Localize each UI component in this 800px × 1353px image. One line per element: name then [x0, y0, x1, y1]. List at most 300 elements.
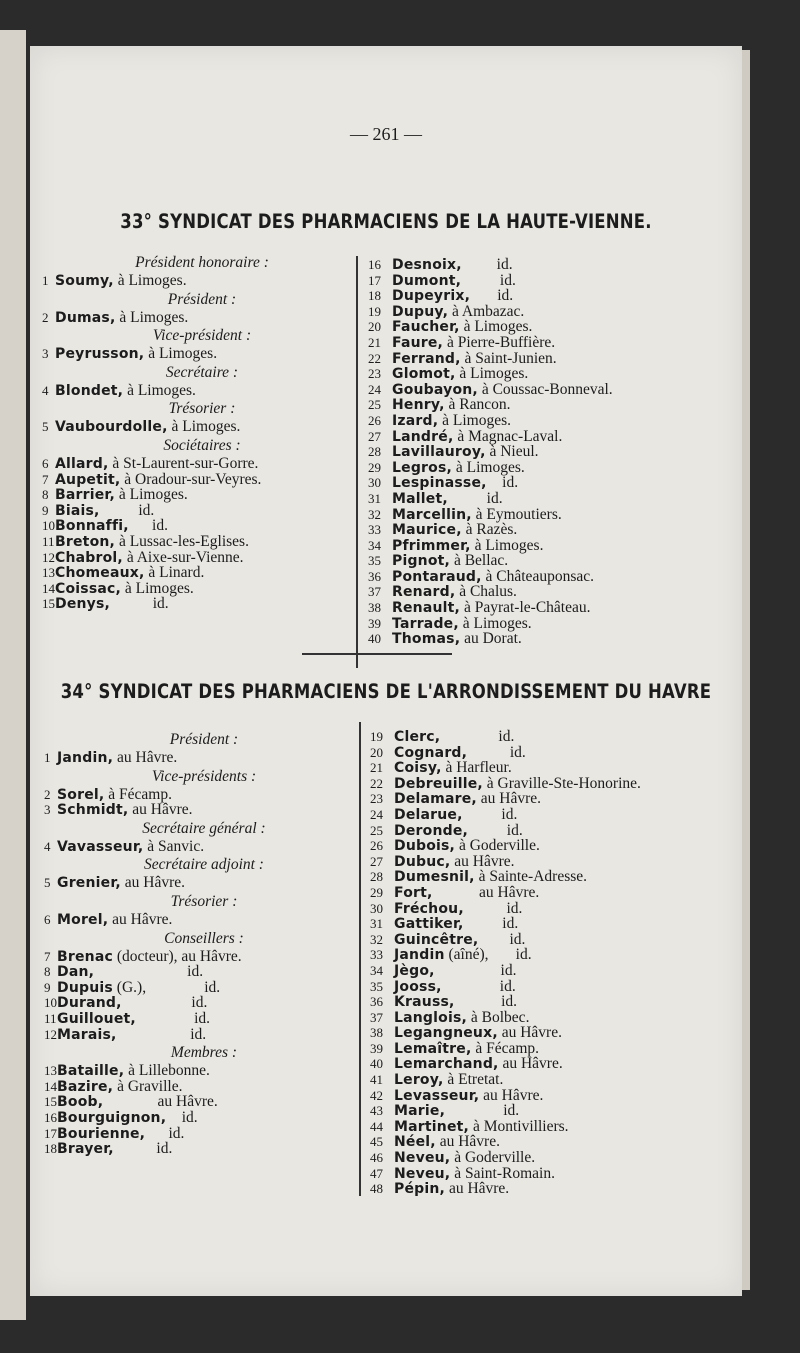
member-name: Dubuc,	[394, 853, 451, 870]
member-entry	[42, 550, 342, 566]
member-entry	[44, 964, 344, 980]
member-entry	[368, 584, 728, 600]
entry-number: 36	[370, 994, 383, 1010]
member-entry	[368, 631, 728, 647]
entry-number: 20	[370, 744, 383, 760]
entry-number: 34	[368, 537, 381, 553]
member-location: id.	[441, 977, 516, 995]
member-entry	[368, 335, 728, 351]
member-entry	[370, 1181, 740, 1197]
member-name: Morel,	[57, 911, 109, 928]
member-location: (docteur), au Hâvre.	[112, 947, 242, 965]
member-name: Blondet,	[55, 382, 124, 399]
member-name: Legangneux,	[394, 1025, 498, 1042]
entry-number: 15	[42, 596, 55, 612]
member-name: Guincêtre,	[394, 931, 479, 948]
entry-number: 5	[44, 875, 51, 891]
member-location: à St-Laurent-sur-Gorre.	[108, 454, 259, 472]
entry-number: 15	[44, 1094, 57, 1110]
entry-number: 26	[370, 838, 383, 854]
member-name: Martinet,	[394, 1118, 470, 1135]
member-name: Krauss,	[394, 994, 455, 1011]
member-location: à Bellac.	[450, 552, 509, 570]
entry-number: 1	[44, 750, 51, 765]
member-entry	[42, 273, 342, 289]
page-edge	[742, 50, 750, 1290]
entry-number: 39	[370, 1040, 383, 1056]
section-33-right-column	[368, 257, 728, 647]
entry-number: 19	[368, 303, 381, 319]
member-entry	[42, 534, 342, 550]
member-location: à Goderville.	[455, 837, 540, 855]
member-entry	[368, 319, 728, 335]
role-heading: Vice-président :	[152, 327, 252, 345]
member-entry	[370, 994, 740, 1010]
entry-number: 6	[44, 911, 51, 927]
entry-number: 24	[368, 381, 381, 397]
member-name: Levasseur,	[394, 1087, 480, 1104]
member-entry	[368, 553, 728, 569]
member-name: Coissac,	[55, 580, 122, 597]
member-entry	[368, 507, 728, 523]
member-name: Faure,	[392, 334, 444, 351]
member-location: à Chalus.	[455, 583, 517, 601]
member-location: à Graville.	[113, 1077, 183, 1095]
member-entry	[370, 838, 740, 854]
member-name: Tarrade,	[392, 615, 459, 632]
member-entry	[44, 1063, 344, 1079]
member-entry	[370, 1072, 740, 1088]
member-location: à Nieul.	[485, 443, 539, 461]
member-name: Lespinasse,	[392, 475, 487, 492]
member-location: à Sainte-Adresse.	[474, 868, 588, 886]
member-name: Jooss,	[394, 978, 442, 995]
member-location: au Hâvre.	[435, 1133, 500, 1151]
member-location: à Magnac-Laval.	[453, 427, 563, 445]
member-entry	[370, 729, 740, 745]
entry-number: 45	[370, 1134, 383, 1150]
member-entry	[370, 979, 740, 995]
member-location: à Limoges.	[113, 272, 187, 289]
member-location: id.	[478, 930, 526, 948]
entry-number: 25	[368, 397, 381, 413]
role-heading: Secrétaire adjoint :	[144, 856, 264, 874]
entry-number: 22	[370, 775, 383, 791]
entry-number: 13	[42, 565, 55, 581]
member-name: Néel,	[394, 1134, 436, 1151]
member-location: id.	[110, 595, 169, 613]
member-entry	[368, 413, 728, 429]
entry-number: 33	[370, 947, 383, 963]
member-location: id.	[486, 474, 519, 492]
member-location: au Hâvre.	[497, 1024, 562, 1042]
member-name: Gattiker,	[394, 916, 464, 933]
member-name: Pontaraud,	[392, 568, 482, 585]
entry-number: 22	[368, 350, 381, 366]
section-34-title: 34° SYNDICAT DES PHARMACIENS DE L'ARRONDISSEMENT DU HAVRE	[60, 680, 712, 703]
member-location: à Harfleur.	[441, 759, 512, 777]
member-location: à Rancon.	[444, 396, 511, 414]
section-separator	[302, 653, 452, 655]
member-name: Neveu,	[394, 1165, 451, 1182]
member-location: au Hâvre.	[479, 1086, 544, 1104]
member-name: Marcellin,	[392, 506, 472, 523]
entry-number: 8	[42, 487, 49, 503]
member-name: Chabrol,	[55, 549, 123, 566]
member-name: Pépin,	[394, 1181, 446, 1198]
member-entry	[368, 522, 728, 538]
member-location: à Limoges.	[455, 365, 529, 383]
member-entry	[370, 885, 740, 901]
member-location: à Lussac-les-Eglises.	[115, 532, 249, 550]
member-entry	[44, 787, 344, 803]
entry-number: 35	[368, 553, 381, 569]
entry-number: 11	[42, 533, 55, 549]
member-entry	[370, 947, 740, 963]
member-name: Sorel,	[57, 786, 105, 803]
entry-number: 28	[370, 869, 383, 885]
entry-number: 21	[370, 760, 383, 776]
member-name: Brayer,	[57, 1141, 114, 1158]
member-entry	[368, 600, 728, 616]
member-entry	[370, 760, 740, 776]
member-name: Renard,	[392, 584, 456, 601]
entry-number: 33	[368, 522, 381, 538]
section-34-right-column	[370, 729, 740, 1197]
column-divider	[359, 722, 361, 1196]
role-heading: Président :	[169, 731, 239, 748]
member-name: Neveu,	[394, 1150, 451, 1167]
member-name: Izard,	[392, 412, 439, 429]
member-entry	[44, 949, 344, 965]
member-location: id.	[445, 1102, 520, 1120]
member-location: à Eymoutiers.	[471, 505, 562, 523]
member-name: Chomeaux,	[55, 565, 145, 582]
entry-number: 16	[44, 1109, 57, 1125]
member-name: Leroy,	[394, 1072, 444, 1089]
member-name: Ferrand,	[392, 350, 461, 367]
member-name: Thomas,	[392, 631, 461, 648]
entry-number: 17	[368, 272, 381, 288]
entry-number: 12	[42, 549, 55, 565]
member-name: Deronde,	[394, 822, 469, 839]
entry-number: 12	[44, 1026, 57, 1042]
member-entry	[42, 456, 342, 472]
member-name: Pfrimmer,	[392, 537, 471, 554]
member-entry	[370, 869, 740, 885]
member-name: Bourguignon,	[57, 1109, 167, 1126]
entry-number: 42	[370, 1087, 383, 1103]
member-entry	[368, 491, 728, 507]
entry-number: 7	[44, 948, 51, 964]
section-34-left-column	[44, 729, 344, 1157]
member-entry	[368, 288, 728, 304]
entry-number: 2	[44, 786, 51, 802]
entry-number: 8	[44, 964, 51, 980]
entry-number: 20	[368, 319, 381, 335]
member-entry	[42, 383, 342, 399]
member-entry	[44, 875, 344, 891]
member-location: à Oradour-sur-Veyres.	[120, 470, 262, 488]
role-heading: Secrétaire :	[165, 363, 239, 381]
member-entry	[370, 1010, 740, 1026]
member-name: Fort,	[394, 884, 433, 901]
member-name: Glomot,	[392, 366, 456, 383]
member-location: au Hâvre.	[103, 1093, 218, 1111]
entry-number: 43	[370, 1103, 383, 1119]
member-entry	[42, 503, 342, 519]
member-entry	[368, 351, 728, 367]
member-location: (G.), id.	[112, 978, 221, 996]
member-entry	[368, 460, 728, 476]
member-entry	[368, 397, 728, 413]
entry-number: 39	[368, 615, 381, 631]
member-location: à Linard.	[144, 564, 205, 582]
member-entry	[370, 854, 740, 870]
entry-number: 18	[44, 1141, 57, 1157]
member-location: id.	[470, 287, 514, 305]
member-location: au Dorat.	[460, 630, 522, 648]
member-location: à Châteauponsac.	[481, 567, 594, 585]
member-location: id.	[145, 1124, 185, 1142]
member-name: Cognard,	[394, 744, 468, 761]
role-heading: Trésorier :	[170, 892, 238, 910]
member-entry	[44, 1141, 344, 1157]
entry-number: 44	[370, 1118, 383, 1134]
entry-number: 27	[368, 428, 381, 444]
member-location: au Hâvre.	[113, 749, 178, 766]
entry-number: 2	[42, 309, 49, 325]
entry-number: 24	[370, 806, 383, 822]
member-entry	[44, 1011, 344, 1027]
member-name: Jandin,	[57, 750, 114, 766]
member-entry	[368, 273, 728, 289]
member-location: id.	[121, 994, 208, 1012]
member-location: à Fécamp.	[104, 785, 172, 803]
member-name: Dumont,	[392, 272, 462, 289]
member-entry	[42, 419, 342, 435]
entry-number: 31	[368, 490, 381, 506]
entry-number: 9	[42, 502, 49, 518]
member-location: à Limoges.	[167, 418, 241, 436]
member-name: Debreuille,	[394, 775, 483, 792]
member-entry	[44, 1110, 344, 1126]
member-entry	[370, 823, 740, 839]
member-entry	[42, 346, 342, 362]
member-location: à Fécamp.	[471, 1039, 540, 1057]
member-entry	[368, 382, 728, 398]
member-location: à Goderville.	[450, 1149, 536, 1167]
role-heading: Président :	[167, 290, 237, 308]
entry-number: 14	[42, 580, 55, 596]
entry-number: 40	[368, 631, 381, 647]
member-name: Vaubourdolle,	[55, 419, 168, 436]
member-name: Durand,	[57, 995, 122, 1012]
member-entry	[370, 1041, 740, 1057]
member-entry	[42, 310, 342, 326]
member-name: Schmidt,	[57, 802, 129, 819]
member-entry	[44, 912, 344, 928]
member-name: Biais,	[55, 502, 100, 519]
entry-number: 48	[370, 1181, 383, 1197]
member-name: Bataille,	[57, 1063, 125, 1080]
member-location: id.	[99, 501, 155, 519]
member-name: Landré,	[392, 428, 454, 445]
entry-number: 29	[370, 884, 383, 900]
member-name: Delamare,	[394, 791, 477, 808]
member-entry	[42, 581, 342, 597]
member-location: id.	[467, 743, 526, 761]
member-entry	[368, 475, 728, 491]
entry-number: 30	[370, 900, 383, 916]
role-heading: Sociétaires :	[163, 436, 241, 454]
entry-number: 23	[368, 366, 381, 382]
entry-number: 34	[370, 962, 383, 978]
member-name: Pignot,	[392, 553, 451, 570]
member-location: à Saint-Romain.	[450, 1164, 555, 1182]
member-entry	[370, 1166, 740, 1182]
member-location: id.	[128, 517, 168, 535]
entry-number: 31	[370, 916, 383, 932]
member-entry	[368, 304, 728, 320]
entry-number: 46	[370, 1150, 383, 1166]
member-location: à Ambazac.	[448, 302, 525, 320]
entry-number: 38	[370, 1025, 383, 1041]
member-name: Bonnaffi,	[55, 518, 129, 535]
member-entry	[370, 916, 740, 932]
entry-number: 5	[42, 419, 49, 435]
entry-number: 14	[44, 1078, 57, 1094]
member-name: Coisy,	[394, 760, 442, 777]
member-location: à Limoges.	[438, 411, 511, 429]
entry-number: 29	[368, 459, 381, 475]
entry-number: 21	[368, 334, 381, 350]
member-name: Delarue,	[394, 806, 463, 823]
entry-number: 28	[368, 444, 381, 460]
member-name: Dumas,	[55, 309, 116, 326]
member-name: Dupuis	[57, 979, 113, 996]
member-location: à Limoges.	[470, 536, 544, 554]
entry-number: 9	[44, 979, 51, 995]
member-entry	[44, 980, 344, 996]
member-name: Barrier,	[55, 487, 115, 504]
member-location: à Aixe-sur-Vienne.	[122, 548, 244, 566]
member-entry	[368, 616, 728, 632]
member-entry	[44, 750, 344, 766]
member-name: Langlois,	[394, 1009, 468, 1026]
member-entry	[370, 963, 740, 979]
member-name: Lemarchand,	[394, 1056, 499, 1073]
member-entry	[370, 1088, 740, 1104]
member-name: Grenier,	[57, 875, 121, 892]
member-entry	[370, 791, 740, 807]
entry-number: 1	[42, 273, 49, 288]
entry-number: 6	[42, 455, 49, 471]
entry-number: 32	[370, 931, 383, 947]
entry-number: 18	[368, 288, 381, 304]
entry-number: 32	[368, 506, 381, 522]
member-location: au Hâvre.	[445, 1180, 510, 1198]
member-entry	[370, 807, 740, 823]
member-location: id.	[434, 961, 517, 979]
entry-number: 4	[42, 382, 49, 398]
member-entry	[370, 1103, 740, 1119]
member-location: à Limoges.	[452, 458, 525, 476]
member-location: au Hâvre.	[120, 874, 186, 892]
member-entry	[370, 1056, 740, 1072]
member-name: Maurice,	[392, 522, 462, 539]
entry-number: 3	[44, 802, 51, 818]
member-entry	[368, 257, 728, 273]
book-page	[30, 46, 742, 1296]
member-entry	[370, 745, 740, 761]
member-location: à Payrat-le-Château.	[460, 599, 591, 617]
member-location: à Sanvic.	[143, 837, 205, 855]
entry-number: 19	[370, 729, 383, 744]
member-location: id.	[440, 728, 515, 745]
member-name: Clerc,	[394, 729, 441, 745]
entry-number: 17	[44, 1125, 57, 1141]
member-location: au Hâvre.	[450, 852, 515, 870]
member-name: Lemaître,	[394, 1040, 472, 1057]
member-name: Lavillauroy,	[392, 444, 486, 461]
member-name: Dan,	[57, 964, 95, 981]
member-location: id.	[166, 1108, 198, 1126]
member-entry	[368, 569, 728, 585]
member-name: Goubayon,	[392, 381, 478, 398]
entry-number: 25	[370, 822, 383, 838]
role-heading: Président honoraire :	[135, 254, 269, 271]
entry-number: 30	[368, 475, 381, 491]
member-entry	[368, 444, 728, 460]
member-location: à Coussac-Bonneval.	[477, 380, 613, 398]
member-location: id.	[454, 993, 517, 1011]
member-entry	[370, 1119, 740, 1135]
member-entry	[42, 596, 342, 612]
member-location: id.	[463, 899, 523, 917]
member-entry	[44, 839, 344, 855]
member-name: Allard,	[55, 455, 109, 472]
member-location: au Hâvre.	[128, 801, 193, 819]
member-location: id.	[461, 271, 516, 289]
member-entry	[370, 932, 740, 948]
member-name: Aupetit,	[55, 471, 121, 488]
entry-number: 27	[370, 853, 383, 869]
member-location: à Limoges.	[459, 318, 533, 336]
member-location: à Limoges.	[115, 486, 188, 504]
previous-page-edge	[0, 30, 26, 1320]
member-name: Mallet,	[392, 490, 448, 507]
section-33-left-column	[42, 252, 342, 612]
member-entry	[42, 518, 342, 534]
member-name: Fréchou,	[394, 900, 464, 917]
member-location: id.	[461, 256, 513, 273]
entry-number: 26	[368, 412, 381, 428]
member-location: au Hâvre.	[108, 910, 173, 928]
member-location: id.	[463, 915, 519, 933]
member-entry	[370, 776, 740, 792]
member-location: à Graville-Ste-Honorine.	[482, 774, 641, 792]
entry-number: 36	[368, 568, 381, 584]
member-location: à Montivilliers.	[469, 1117, 569, 1135]
entry-number: 47	[370, 1165, 383, 1181]
entry-number: 40	[370, 1056, 383, 1072]
member-location: id.	[462, 805, 518, 823]
member-name: Brenac	[57, 948, 113, 965]
member-location: id.	[94, 963, 204, 981]
entry-number: 11	[44, 1010, 57, 1026]
member-location: à Limoges.	[121, 579, 194, 597]
